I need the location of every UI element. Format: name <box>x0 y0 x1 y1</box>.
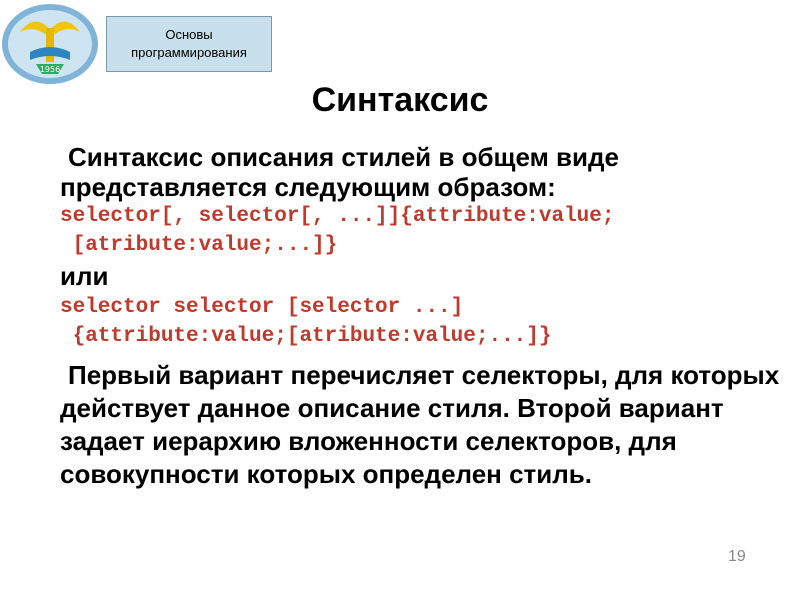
slide-content <box>60 142 780 491</box>
paragraph-1-line1: Синтаксис описания стилей в общем виде <box>68 142 619 172</box>
code-example-1-line2: [atribute:value;...]} <box>60 234 338 257</box>
logo-year: 1956 <box>39 65 61 74</box>
page-number: 19 <box>728 548 746 565</box>
paragraph-1 <box>60 142 780 202</box>
code-example-1-line1: selector[, selector[, ...]]{attribute:value; <box>60 205 615 228</box>
code-example-2-line1: selector selector [selector ...] <box>60 296 464 319</box>
course-badge-line2: программирования <box>131 45 247 60</box>
course-badge <box>106 16 272 72</box>
paragraph-2: Первый вариант перечисляет селекторы, для которых действует данное описание стиля. Второй вариант задает иерархию вложенности селекторов, для совокупности которых определен стиль. <box>60 360 780 489</box>
or-word: или <box>60 261 109 291</box>
slide-title: Синтаксис <box>311 81 489 119</box>
code-example-2-line2: {attribute:value;[atribute:value;...]} <box>60 325 552 348</box>
course-badge-line1: Основы <box>165 27 213 42</box>
paragraph-1-line2: представляется следующим образом: <box>60 172 556 202</box>
university-emblem-icon <box>0 2 104 86</box>
